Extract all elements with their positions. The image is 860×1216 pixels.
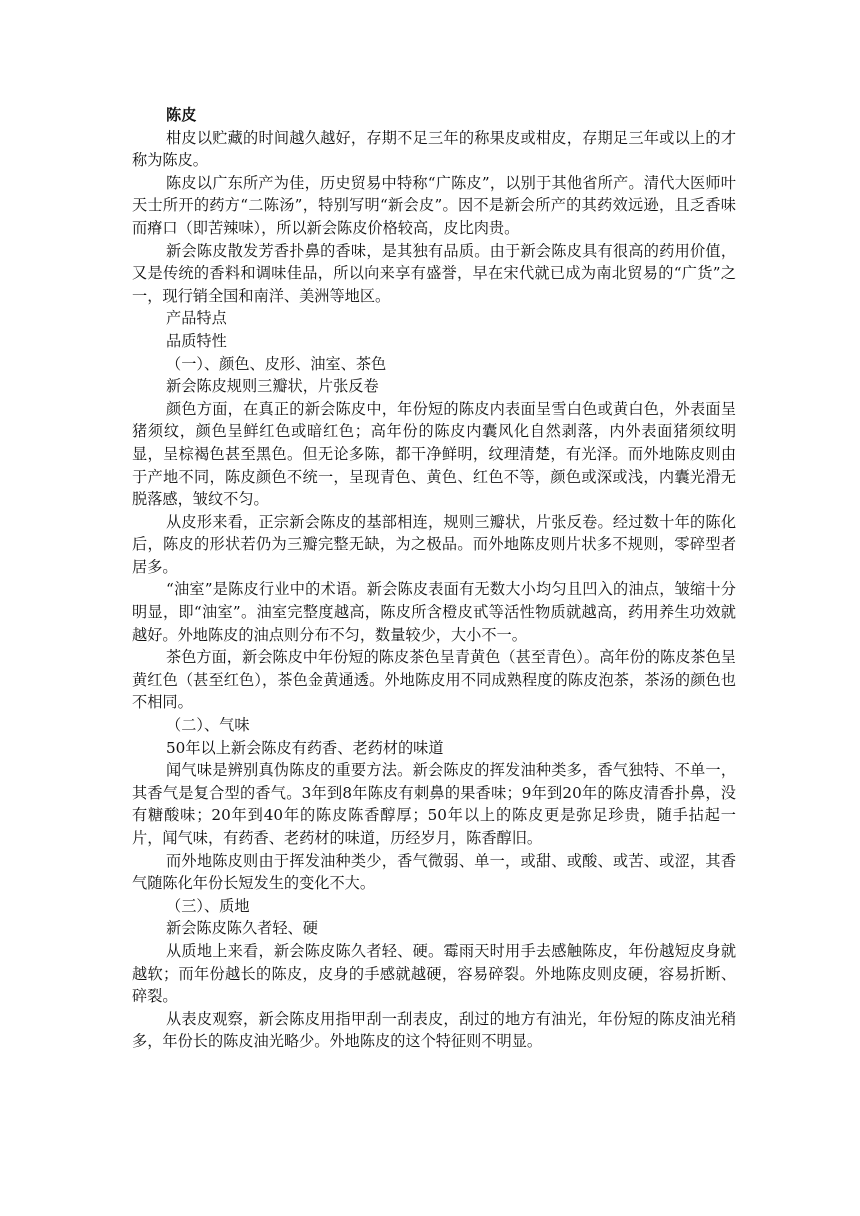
paragraph-storage: 柑皮以贮藏的时间越久越好，存期不足三年的称果皮或柑皮，存期足三年或以上的才称为陈皮。 [132, 128, 736, 170]
subheading-texture: 新会陈皮陈久者轻、硬 [166, 919, 318, 938]
paragraph-surface: 从表皮观察，新会陈皮用指甲刮一刮表皮，刮过的地方有油光，年份短的陈皮油光稍多，年份长的陈皮油光略少。外地陈皮的这个特征则不明显。 [132, 1009, 736, 1051]
heading-quality: 品质特性 [166, 331, 227, 350]
heading-section-3: （三）、质地 [166, 896, 250, 915]
paragraph-aroma: 新会陈皮散发芳香扑鼻的香味，是其独有品质。由于新会陈皮具有很高的药用价值，又是传统的香料和调味佳品，所以向来享有盛誉，早在宋代就已成为南北贸易的“广货”之一，现行销全国和南洋、美洲等地区。 [132, 241, 736, 305]
heading-section-1: （一）、颜色、皮形、油室、茶色 [166, 354, 387, 373]
heading-section-2: （二）、气味 [166, 716, 250, 735]
document-title: 陈皮 [166, 106, 197, 124]
heading-product-features: 产品特点 [166, 309, 227, 328]
paragraph-color: 颜色方面，在真正的新会陈皮中，年份短的陈皮内表面呈雪白色或黄白色，外表面呈猪须纹，颜色呈鲜红色或暗红色；高年份的陈皮内囊风化自然剥落，内外表面猪须纹明显，呈棕褐色甚至黑色。但无论多陈，都干净鲜明，纹理清楚，有光泽。而外地陈皮则由于产地不同，陈皮颜色不统一，呈现青色、黄色、红色不等，颜色或深或浅，内囊光滑无脱落感，皱纹不匀。 [132, 399, 736, 509]
subheading-smell: 50年以上新会陈皮有药香、老药材的味道 [166, 738, 444, 757]
subheading-shape: 新会陈皮规则三瓣状，片张反卷 [166, 377, 379, 396]
paragraph-oil-chamber: “油室”是陈皮行业中的术语。新会陈皮表面有无数大小均匀且凹入的油点，皱缩十分明显，即“油室”。油室完整度越高，陈皮所含橙皮甙等活性物质就越高，药用养生功效就越好。外地陈皮的油点则分布不匀，数量较少，大小不一。 [132, 580, 736, 644]
paragraph-smell: 闻气味是辨别真伪陈皮的重要方法。新会陈皮的挥发油种类多，香气独特、不单一，其香气是复合型的香气。3年到8年陈皮有刺鼻的果香味；9年到20年的陈皮清香扑鼻，没有糖酸味；20年到40年的陈皮陈香醇厚；50年以上的陈皮更是弥足珍贵，随手拈起一片，闻气味，有药香、老药材的味道，历经岁月，陈香醇旧。 [132, 761, 736, 847]
paragraph-tea-color: 茶色方面，新会陈皮中年份短的陈皮茶色呈青黄色（甚至青色）。高年份的陈皮茶色呈黄红色（甚至红色），茶色金黄通透。外地陈皮用不同成熟程度的陈皮泡茶，茶汤的颜色也不相同。 [132, 648, 736, 712]
paragraph-texture: 从质地上来看，新会陈皮陈久者轻、硬。霉雨天时用手去感触陈皮，年份越短皮身就越软；而年份越长的陈皮，皮身的手感就越硬，容易碎裂。外地陈皮则皮硬，容易折断、碎裂。 [132, 941, 736, 1006]
paragraph-smell-other: 而外地陈皮则由于挥发油种类少，香气微弱、单一，或甜、或酸、或苦、或涩，其香气随陈化年份长短发生的变化不大。 [132, 851, 736, 893]
document-body [132, 104, 736, 1053]
paragraph-shape: 从皮形来看，正宗新会陈皮的基部相连，规则三瓣状，片张反卷。经过数十年的陈化后，陈皮的形状若仍为三瓣完整无缺，为之极品。而外地陈皮则片状多不规则，零碎型者居多。 [132, 512, 736, 576]
paragraph-origin: 陈皮以广东所产为佳，历史贸易中特称“广陈皮”，以别于其他省所产。清代大医师叶天士所开的药方“二陈汤”，特别写明“新会皮”。因不是新会所产的其药效远逊，且乏香味而瘠口（即苦辣味），所以新会陈皮价格较高，皮比肉贵。 [132, 173, 736, 237]
